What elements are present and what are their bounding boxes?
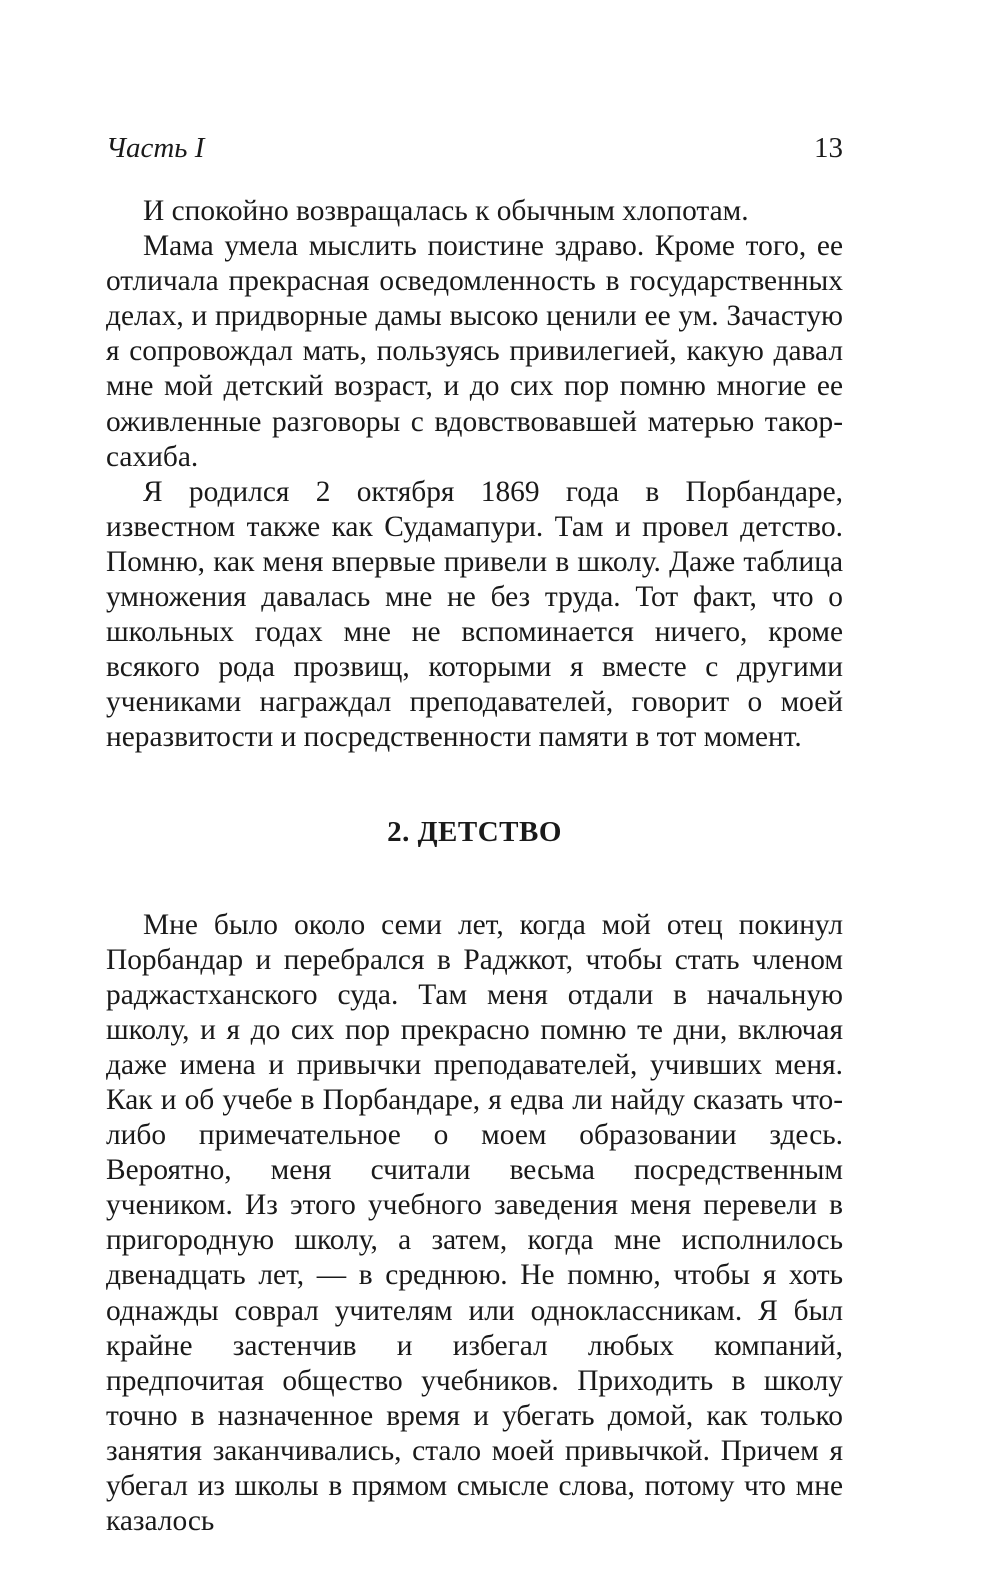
paragraph: Мне было около семи лет, когда мой отец покинул Порбандар и перебрался в Раджкот, чтобы стать членом раджастханского суда. Там меня отдали в начальную школу, и я до сих пор прекрасно помню те дни, включая даже имена и привычки преподавателей, учивших меня. Как и об учебе в Порбандаре, я едва ли найду сказать что-либо примечательное о моем образовании здесь. Вероятно, меня считали весьма посредственным учеником. Из этого учебного заведения меня перевели в пригородную школу, а затем, когда мне исполнилось двенадцать лет, — в среднюю. Не помню, чтобы я хоть однажды соврал учителям или одноклассникам. Я был крайне застенчив и избегал любых компаний, предпочитая общество учебников. Приходить в школу точно в назначенное время и убегать домой, как только занятия заканчивались, стало моей привычкой. Причем я убегал из школы в прямом смысле слова, потому что мне казалось [106, 908, 843, 1538]
section-heading: 2. ДЕТСТВО [387, 815, 562, 848]
paragraph: И спокойно возвращалась к обычным хлопотам. [143, 195, 749, 227]
part-title: Часть I [106, 132, 205, 164]
body-text-section [106, 908, 843, 1540]
paragraph: Мама умела мыслить поистине здраво. Кроме того, ее отличала прекрасная осведомленность в государственных делах, и придворные дамы высоко ценили ее ум. Зачастую я сопровождал мать, пользуясь привилегией, какую давал мне мой детский возраст, и до сих пор помню многие ее оживленные разговоры с вдовствовавшей матерью такор-сахиба. [106, 230, 843, 473]
book-page [106, 120, 843, 1539]
page-number: 13 [814, 132, 843, 164]
running-header [106, 120, 843, 176]
body-text-top [106, 194, 843, 756]
paragraph: Я родился 2 октября 1869 года в Порбандаре, известном также как Судамапури. Там и провел детство. Помню, как меня впервые привели в школу. Даже таблица умножения давалась мне не без труда. Тот факт, что о школьных годах мне не вспоминается ничего, кроме всякого рода прозвищ, которыми я вместе с другими учениками награждал преподавателей, говорит о моей неразвитости и посредственности памяти в тот момент. [106, 475, 843, 754]
